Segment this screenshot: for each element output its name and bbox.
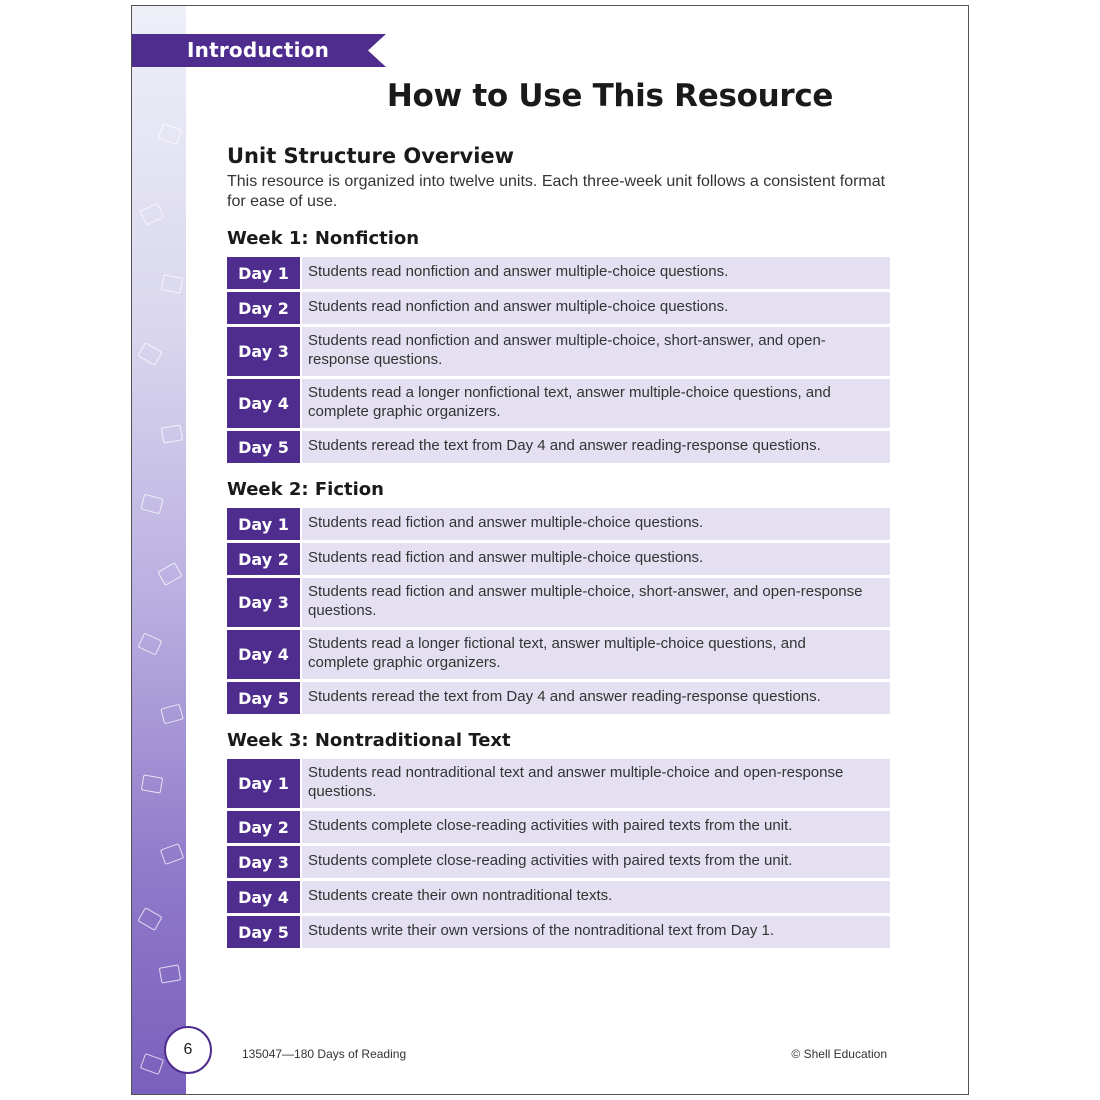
day-label: Day 4 [227,630,300,679]
day-label: Day 5 [227,431,300,463]
week-heading: Week 2: Fiction [227,479,384,500]
day-row [227,508,890,540]
week-1-section [227,228,890,463]
day-label: Day 1 [227,508,300,540]
week-3-section [227,730,890,948]
page-title: How to Use This Resource [386,78,834,114]
day-description: Students reread the text from Day 4 and answer reading-response questions. [302,431,890,463]
day-description: Students write their own versions of the nontraditional text from Day 1. [302,916,890,948]
day-row [227,916,890,948]
day-description: Students complete close-reading activities with paired texts from the unit. [302,811,890,843]
day-row [227,327,890,376]
day-label: Day 4 [227,881,300,913]
day-row [227,811,890,843]
day-description: Students reread the text from Day 4 and answer reading-response questions. [302,682,890,714]
day-label: Day 3 [227,578,300,627]
day-row [227,543,890,575]
day-label: Day 2 [227,292,300,324]
day-row [227,292,890,324]
day-description: Students read nonfiction and answer multiple-choice questions. [302,292,890,324]
main-content [227,144,890,951]
overview-heading: Unit Structure Overview [227,144,515,168]
day-description: Students read a longer nonfictional text, answer multiple-choice questions, and complete graphic organizers. [302,379,890,428]
day-row [227,431,890,463]
day-row [227,257,890,289]
day-row [227,881,890,913]
day-description: Students read fiction and answer multiple-choice questions. [302,543,890,575]
day-row [227,630,890,679]
day-description: Students complete close-reading activities with paired texts from the unit. [302,846,890,878]
day-row [227,759,890,808]
day-row [227,578,890,627]
day-row [227,682,890,714]
day-label: Day 5 [227,682,300,714]
week-heading: Week 3: Nontraditional Text [227,730,511,751]
week-2-section [227,479,890,714]
day-label: Day 1 [227,257,300,289]
day-label: Day 4 [227,379,300,428]
day-description: Students read nonfiction and answer multiple-choice questions. [302,257,890,289]
footer-product-code: 135047—180 Days of Reading [242,1047,407,1061]
day-label: Day 3 [227,327,300,376]
week-heading: Week 1: Nonfiction [227,228,420,249]
footer-copyright: © Shell Education [791,1047,887,1061]
day-label: Day 3 [227,846,300,878]
section-tab-label: Introduction [187,38,330,62]
day-label: Day 2 [227,811,300,843]
day-label: Day 1 [227,759,300,808]
section-tab [132,34,386,67]
day-description: Students create their own nontraditional texts. [302,881,890,913]
day-row [227,846,890,878]
day-label: Day 5 [227,916,300,948]
day-label: Day 2 [227,543,300,575]
day-row [227,379,890,428]
day-description: Students read fiction and answer multiple-choice, short-answer, and open-response questions. [302,578,890,627]
day-description: Students read fiction and answer multiple-choice questions. [302,508,890,540]
day-description: Students read a longer fictional text, answer multiple-choice questions, and complete graphic organizers. [302,630,890,679]
day-description: Students read nontraditional text and answer multiple-choice and open-response questions. [302,759,890,808]
document-page [131,5,969,1095]
decorative-side-strip [132,6,186,1094]
overview-text: This resource is organized into twelve units. Each three-week unit follows a consistent format for ease of use. [227,173,886,210]
page-number: 6 [164,1026,212,1074]
day-description: Students read nonfiction and answer multiple-choice, short-answer, and open-response questions. [302,327,890,376]
